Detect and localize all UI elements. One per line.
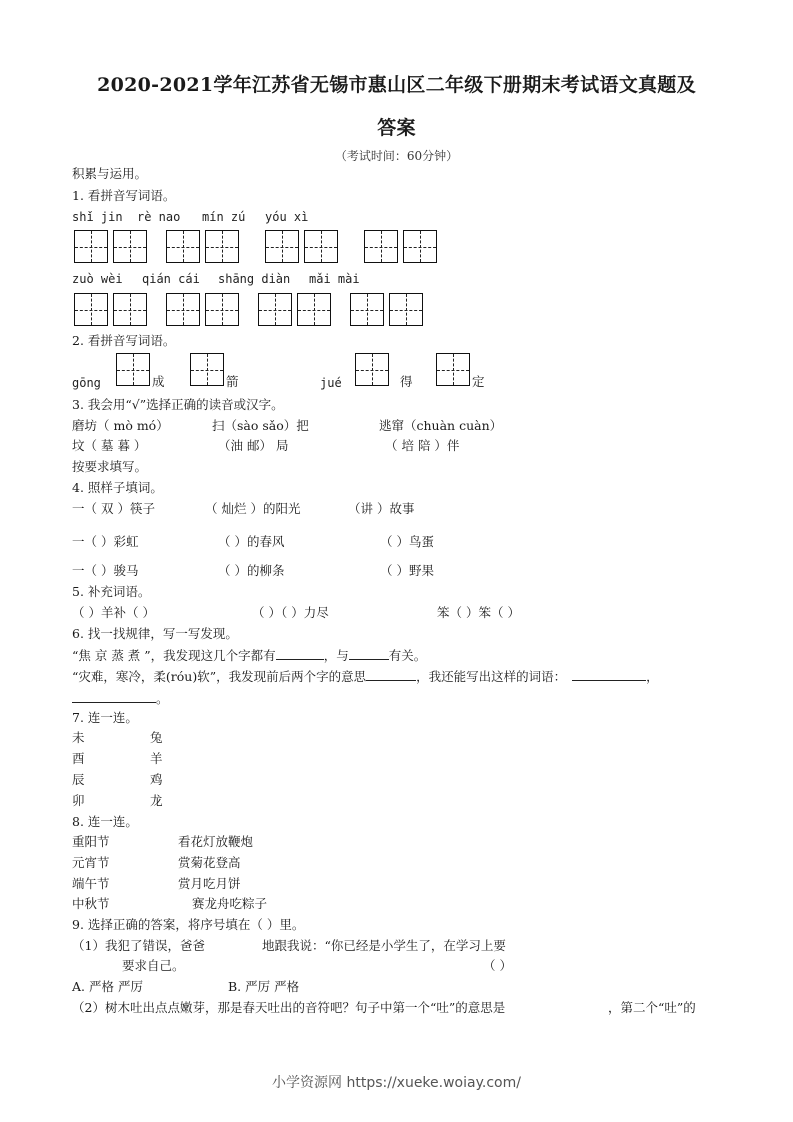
match-right[interactable]: 龙 xyxy=(150,793,163,808)
writing-grid-box[interactable] xyxy=(166,230,200,263)
q3-item: 逃窜（chuàn cuàn） xyxy=(379,418,503,433)
answer-blank[interactable] xyxy=(72,690,156,703)
q3-item: 磨坊（ mò mó） xyxy=(72,418,169,433)
question-3-label: 3. 我会用“√”选择正确的读音或汉字。 xyxy=(72,397,284,412)
answer-blank[interactable] xyxy=(349,647,389,660)
match-left[interactable]: 元宵节 xyxy=(72,855,110,870)
q4-blank[interactable]: 一（ ）彩虹 xyxy=(72,534,139,549)
q5-blank[interactable]: （ ）（ ）力尽 xyxy=(252,605,329,620)
writing-grid-box[interactable] xyxy=(403,230,437,263)
writing-grid-box[interactable] xyxy=(205,230,239,263)
match-right[interactable]: 赏菊花登高 xyxy=(178,855,241,870)
q4-blank[interactable]: （ ）野果 xyxy=(380,563,434,578)
q4-blank[interactable]: （ ）的柳条 xyxy=(218,563,285,578)
q9-sub1-c: 要求自己。 xyxy=(122,958,185,973)
match-left[interactable]: 端午节 xyxy=(72,876,110,891)
q4-example: （ 灿烂 ）的阳光 xyxy=(205,501,301,516)
q4-blank[interactable]: 一（ ）骏马 xyxy=(72,563,139,578)
match-left[interactable]: 辰 xyxy=(72,772,85,787)
q6-text: ， xyxy=(646,669,659,684)
question-9-label: 9. 选择正确的答案，将序号填在（ ）里。 xyxy=(72,917,305,932)
page-title-line2: 答案 xyxy=(377,117,416,139)
exam-time: （考试时间：60分钟） xyxy=(334,149,459,163)
writing-grid-box[interactable] xyxy=(190,353,224,386)
question-1-label: 1. 看拼音写词语。 xyxy=(72,188,176,203)
answer-blank[interactable] xyxy=(276,647,324,660)
q6-line-2 xyxy=(72,668,659,685)
pinyin-6: qián cái xyxy=(142,272,200,286)
writing-grid-box[interactable] xyxy=(436,353,470,386)
q6-text: 有关。 xyxy=(388,648,427,663)
char-de: 得 xyxy=(400,374,413,389)
pinyin-4: yóu xì xyxy=(265,210,309,224)
writing-grid-box[interactable] xyxy=(304,230,338,263)
question-8-label: 8. 连一连。 xyxy=(72,814,138,829)
q5-blank[interactable]: 笨（ ）笨（ ） xyxy=(437,605,520,620)
writing-grid-box[interactable] xyxy=(389,293,423,326)
question-6-label: 6. 找一找规律，写一写发现。 xyxy=(72,626,238,641)
pinyin-7: shāng diàn xyxy=(218,272,291,286)
writing-grid-box[interactable] xyxy=(297,293,331,326)
char-jian: 箭 xyxy=(226,374,239,389)
q3-item: （ 培 陪 ）伴 xyxy=(385,438,460,453)
q6-text: ，与 xyxy=(323,648,349,663)
answer-blank[interactable] xyxy=(366,668,416,681)
pinyin-gong: gōng xyxy=(72,376,101,390)
q6-line-3 xyxy=(72,690,169,707)
match-right[interactable]: 兔 xyxy=(150,730,163,745)
q4-blank[interactable]: （ ）的春风 xyxy=(218,534,285,549)
match-right[interactable]: 鸡 xyxy=(150,772,163,787)
match-left[interactable]: 中秋节 xyxy=(72,896,110,911)
question-4-label: 4. 照样子填词。 xyxy=(72,480,163,495)
writing-grid-box[interactable] xyxy=(113,230,147,263)
q6-text: “灾难，寒冷，柔(róu)软”，我发现前后两个字的意思 xyxy=(72,669,367,684)
question-7-label: 7. 连一连。 xyxy=(72,710,138,725)
option-b: B. 严厉 严格 xyxy=(228,979,300,994)
pinyin-jue: jué xyxy=(320,376,342,390)
match-left[interactable]: 重阳节 xyxy=(72,834,110,849)
writing-grid-box[interactable] xyxy=(74,293,108,326)
q6-line-1 xyxy=(72,647,426,664)
writing-grid-box[interactable] xyxy=(113,293,147,326)
pinyin-1: shǐ jin xyxy=(72,210,123,224)
writing-grid-box[interactable] xyxy=(116,353,150,386)
section-heading-accumulation: 积累与运用。 xyxy=(72,166,148,181)
writing-grid-box[interactable] xyxy=(258,293,292,326)
q3-item: （油 邮） 局 xyxy=(218,438,289,453)
watermark: 小学资源网 https://xueke.woiay.com/ xyxy=(272,1075,521,1091)
char-ding: 定 xyxy=(472,374,485,389)
match-right[interactable]: 羊 xyxy=(150,751,163,766)
writing-grid-box[interactable] xyxy=(355,353,389,386)
answer-blank[interactable] xyxy=(572,668,646,681)
writing-grid-box[interactable] xyxy=(265,230,299,263)
pinyin-8: mǎi mài xyxy=(309,272,360,286)
writing-grid-box[interactable] xyxy=(74,230,108,263)
q3-item: 扫（sào sǎo）把 xyxy=(212,418,309,433)
section-heading-fill: 按要求填写。 xyxy=(72,459,148,474)
q6-text: “焦 京 蒸 煮 ”，我发现这几个字都有 xyxy=(72,648,276,663)
page-title: 2020-2021学年江苏省无锡市惠山区二年级下册期末考试语文真题及 xyxy=(97,74,696,96)
match-right[interactable]: 看花灯放鞭炮 xyxy=(178,834,254,849)
writing-grid-box[interactable] xyxy=(205,293,239,326)
pinyin-3: mín zú xyxy=(202,210,246,224)
q9-sub1-answer[interactable]: （ ） xyxy=(483,958,512,973)
match-left[interactable]: 未 xyxy=(72,730,85,745)
char-cheng: 成 xyxy=(152,374,165,389)
writing-grid-box[interactable] xyxy=(166,293,200,326)
q9-sub1-b: 地跟我说：“你已经是小学生了，在学习上要 xyxy=(262,938,506,953)
q4-blank[interactable]: （ ）鸟蛋 xyxy=(380,534,434,549)
pinyin-2: rè nao xyxy=(137,210,181,224)
match-left[interactable]: 酉 xyxy=(72,751,85,766)
option-a: A. 严格 严厉 xyxy=(72,979,143,994)
q6-text: 。 xyxy=(156,691,169,706)
writing-grid-box[interactable] xyxy=(350,293,384,326)
question-5-label: 5. 补充词语。 xyxy=(72,584,151,599)
question-2-label: 2. 看拼音写词语。 xyxy=(72,333,176,348)
q4-example: （讲 ）故事 xyxy=(348,501,415,516)
q5-blank[interactable]: （ ）羊补（ ） xyxy=(72,605,155,620)
q9-sub2-b: ，第二个“吐”的 xyxy=(608,1000,696,1015)
q6-text: ，我还能写出这样的词语： xyxy=(416,669,567,684)
pinyin-5: zuò wèi xyxy=(72,272,123,286)
match-left[interactable]: 卯 xyxy=(72,793,85,808)
writing-grid-box[interactable] xyxy=(364,230,398,263)
q3-item: 坟（ 墓 暮 ） xyxy=(72,438,147,453)
q4-example: 一（ 双 ）筷子 xyxy=(72,501,155,516)
q9-sub1-a: （1）我犯了错误，爸爸 xyxy=(72,938,205,953)
match-right[interactable]: 赏月吃月饼 xyxy=(178,876,241,891)
match-right[interactable]: 赛龙舟吃粽子 xyxy=(192,896,268,911)
q9-sub2-a: （2）树木吐出点点嫩芽，那是春天吐出的音符吧？句子中第一个“吐”的意思是 xyxy=(72,1000,506,1015)
